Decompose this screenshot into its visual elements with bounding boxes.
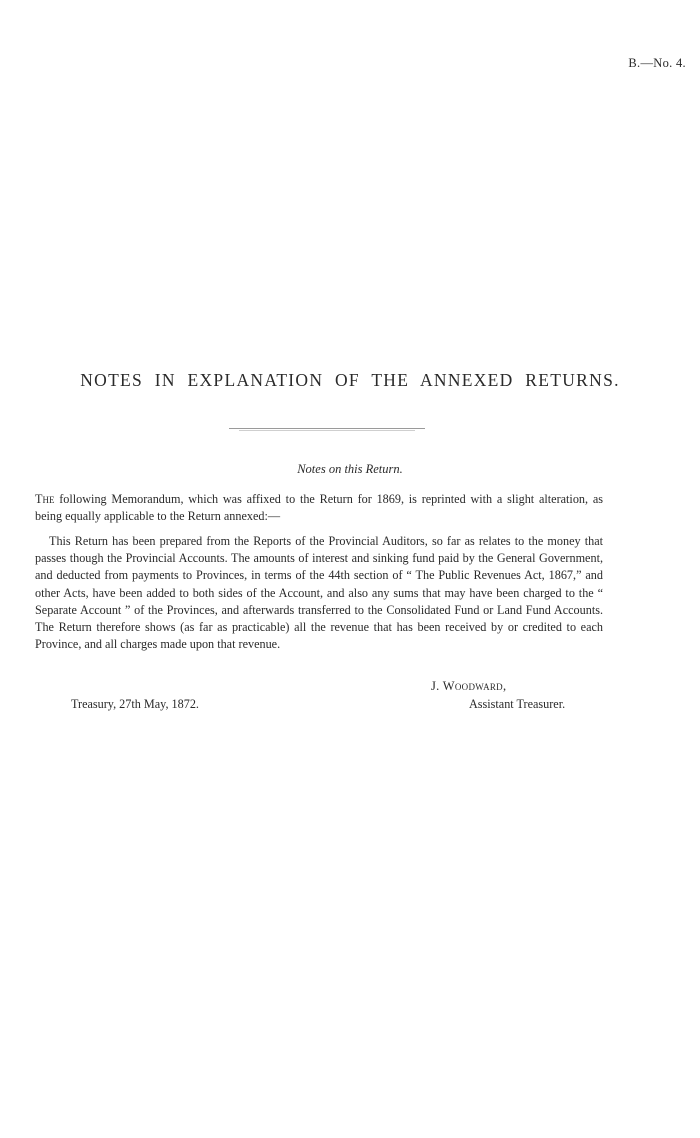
signer-title: Assistant Treasurer. — [469, 697, 566, 711]
paragraph-lead-word: The — [35, 492, 55, 506]
signer-name: J. Woodward, — [431, 679, 507, 693]
dateline: Treasury, 27th May, 1872. — [71, 697, 199, 711]
title-divider — [229, 428, 425, 429]
document-reference: B.—No. 4. — [628, 56, 686, 70]
section-heading: Notes on this Return. — [297, 462, 403, 476]
return-explanation-paragraph: This Return has been prepared from the Reports of the Provincial Auditors, so far as relates to the money that passes though the Provincial Accounts. The amounts of interest and sinking fund paid by the General Government, and deducted from payments to Provinces, in terms of the 44th section of “ The Public Revenues Act, 1867,” and other Acts, have been added to both sides of the Account, and also any sums that may have been charged to the “ Separate Account ” of the Provinces, and afterwards transferred to the Consolidated Fund or Land Fund Accounts. The Return therefore shows (as far as practicable) all the revenue that has been received by or credited to each Province, and all charges made upon that revenue. — [35, 534, 603, 652]
memorandum-paragraph — [35, 491, 603, 525]
paragraph-text: following Memorandum, which was affixed to the Return for 1869, is reprinted with a slight alteration, as being equally applicable to the Return annexed:— — [35, 492, 603, 524]
page-title: NOTES IN EXPLANATION OF THE ANNEXED RETURNS. — [80, 370, 620, 390]
